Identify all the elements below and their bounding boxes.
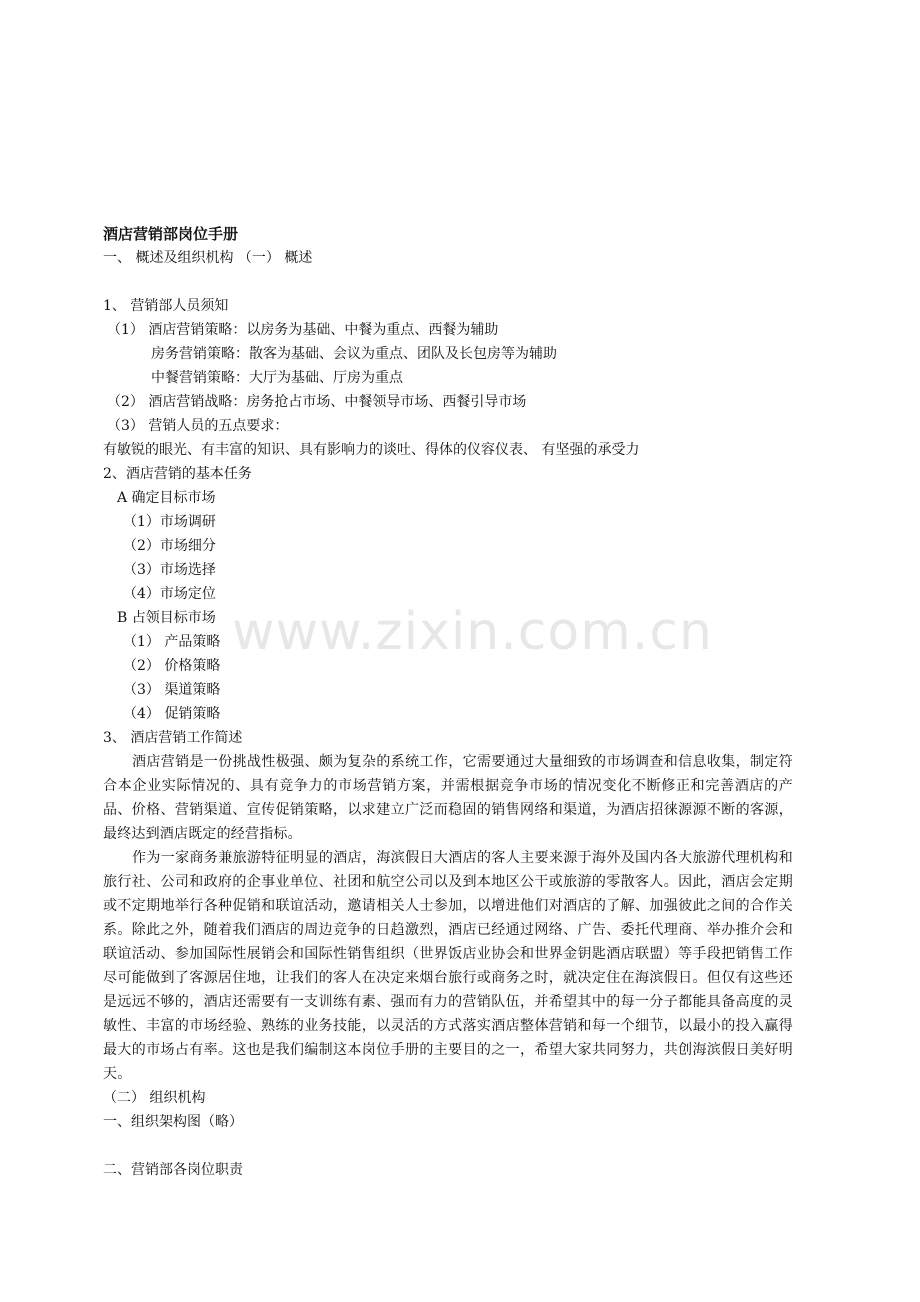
item-five-requirements: （3） 营销人员的五点要求： [107,418,289,434]
heading-overview: 一、 概述及组织机构 （一） 概述 [103,250,313,266]
list-item: （2） 价格策略 [123,658,221,674]
list-item: （2）市场细分 [123,538,216,554]
paragraph-marketing-intro: 酒店营销是一份挑战性极强、颇为复杂的系统工作，它需要通过大量细致的市场调查和信息收集，制定符合本企业实际情况的、具有竞争力的市场营销方案，并需根据竞争市场的情况变化不断修正和完善酒店的产品、价格、营销渠道、宣传促销策略，以求建立广泛而稳固的销售网络和渠道，为酒店招徕源源不断的客源，最终达到酒店既定的经营指标。 [103,754,793,842]
heading-organization: （二） 组织机构 [103,1090,206,1106]
list-item: （1） 产品策略 [123,634,221,650]
item-chinese-dining-strategy: 中餐营销策略：大厅为基础、厅房为重点 [151,370,403,386]
section-staff-notice: 1、 营销部人员须知 [103,298,229,314]
subsection-target-market: A 确定目标市场 [117,490,216,506]
spacer [103,270,793,294]
watermark: www.zixin.com.cn [232,602,713,662]
list-item: （3）市场选择 [123,562,216,578]
document-body [103,222,793,1182]
org-chart-item: 一、组织架构图（略） [103,1114,243,1130]
list-item: （3） 渠道策略 [123,682,221,698]
section-work-overview: 3、 酒店营销工作简述 [103,730,243,746]
subsection-occupy-market: B 占领目标市场 [117,610,216,626]
list-item: （4） 促销策略 [123,706,221,722]
job-duties-item: 二、营销部各岗位职责 [103,1162,243,1178]
list-item: （1）市场调研 [123,514,216,530]
document-title: 酒店营销部岗位手册 [103,225,239,243]
item-requirements-list: 有敏锐的眼光、有丰富的知识、具有影响力的谈吐、得体的仪容仪表、 有坚强的承受力 [103,442,640,458]
item-room-strategy: 房务营销策略：散客为基础、会议为重点、团队及长包房等为辅助 [151,346,557,362]
item-hotel-tactics: （2） 酒店营销战略：房务抢占市场、中餐领导市场、西餐引导市场 [107,394,527,410]
section-basic-tasks: 2、酒店营销的基本任务 [103,466,252,482]
spacer [103,1134,793,1158]
paragraph-hotel-description: 作为一家商务兼旅游特征明显的酒店，海滨假日大酒店的客人主要来源于海外及国内各大旅游代理机构和旅行社、公司和政府的企事业单位、社团和航空公司以及到本地区公干或旅游的零散客人。因此，酒店会定期或不定期地举行各种促销和联谊活动，邀请相关人士参加，以增进他们对酒店的了解、加强彼此之间的合作关系。除此之外，随着我们酒店的周边竞争的日趋激烈，酒店已经通过网络、广告、委托代理商、举办推介会和联谊活动、参加国际性展销会和国际性销售组织（世界饭店业协会和世界金钥匙酒店联盟）等手段把销售工作尽可能做到了客源居住地，让我们的客人在决定来烟台旅行或商务之时，就决定住在海滨假日。但仅有这些还是远远不够的，酒店还需要有一支训练有素、强而有力的营销队伍，并希望其中的每一分子都能具备高度的灵敏性、丰富的市场经验、熟练的业务技能，以灵活的方式落实酒店整体营销和每一个细节，以最小的投入赢得最大的市场占有率。这也是我们编制这本岗位手册的主要目的之一，希望大家共同努力，共创海滨假日美好明天。 [103,850,793,1082]
item-hotel-strategy: （1） 酒店营销策略：以房务为基础、中餐为重点、西餐为辅助 [107,322,499,338]
list-item: （4）市场定位 [123,586,216,602]
